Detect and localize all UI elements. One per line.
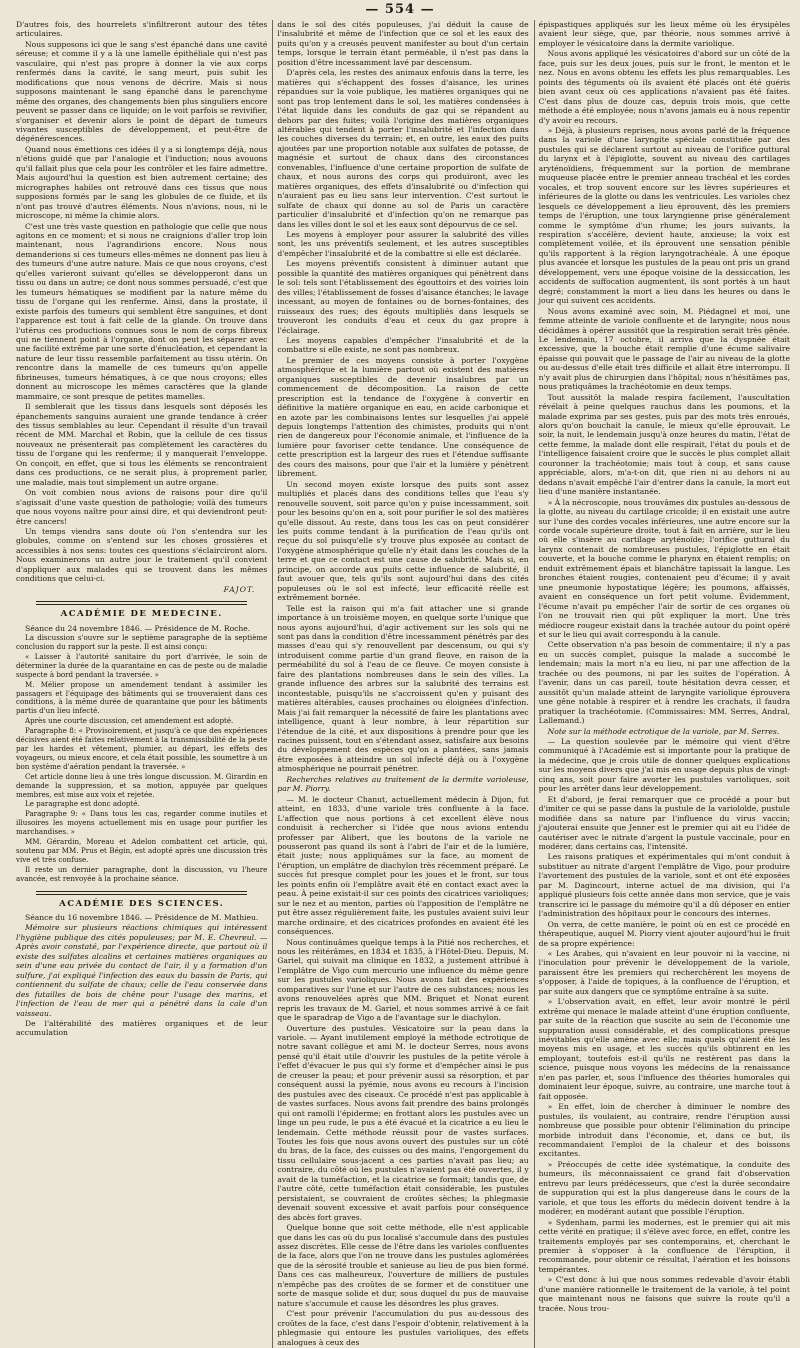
paragraph: Les moyens capables d'empêcher l'insalubrité et de la combattre si elle existe, ne sont pas nombreux. bbox=[277, 335, 529, 355]
paragraph: MM. Gérardin, Moreau et Adelon combattent cet article, qui, soutenu par MM. Prus et Bégin, est adopté après une discussion très vive et très confuse. bbox=[16, 837, 268, 864]
column-3 bbox=[539, 20, 790, 1348]
section-title-academie-sciences: ACADÉMIE DES SCIENCES. bbox=[59, 898, 225, 909]
paragraph: » À la nécroscopie, nous trouvâmes dix pustules au-dessous de la glotte, au niveau du cartilage cricoïde; il en existait une autre sur l'une des cordes vocales inférieures, une autre encore sur la corde vocale supérieure droite, tout à fait en arrière, sur le lieu où elle s'insère au cartilage aryténoïde; l'orifice guttural du larynx contenait de nombreuses pustules, l'épiglotte en était couverte, et la bouche comme le pharynx en étaient remplis; on enduit extrêmement épais et blanchâtre tapissait la langue. Les bronches étaient rougies, contenaient peu d'écume; il y avait une pneumonie hypostatique légère; les poumons, affaissés, avaient en conséquence un fort petit volume. Évidemment, l'écume n'avait pu empêcher l'air de sortir de ces organes où l'on ne trouvait rien qui pût expliquer la mort. Une très médiocre rougeur existait dans la trachée autour du point opéré et sur le lieu qui avait correspondu à la canule. bbox=[538, 497, 790, 639]
paragraph: Cette observation n'a pas besoin de commentaire; il n'y a pas eu un succès complet, puisque la malade a succombé le lendemain; mais la mort n'a eu lieu, ni par une affection de la trachée ou des poumons, ni par les suites de l'opération. À l'avenir, dans un cas pareil, toute hésitation devra cesser, et aussitôt qu'un malade atteint de laryngite variolique éprouvera une gêne notable à respirer et à rendre les crachats, il faudra pratiquer la trachéotomie. (Commissaires: MM. Serres, Andral, Lallemand.) bbox=[538, 640, 790, 726]
paragraph: Les moyens à employer pour assurer la salubrité des villes sont, les uns préventifs seulement, et les autres susceptibles d'empêcher l'insalubrité et de la combattre si elle est déclarée. bbox=[277, 229, 529, 258]
paragraph: D'après cela, les restes des animaux enfouis dans la terre, les matières qui s'échappent des fosses d'aisance, les urines répandues sur la voie publique, les matières organiques qui ne sont pas trop lentement dans le sol, les matières condensées à l'état liquide dans les conduits de gaz qui se répandent au dehors par des fuites; voilà l'origine des matières organiques altérables qui tendent à porter l'insalubrité et l'infection dans les couches diverses du terrain; et, en outre, les eaux des puits ajoutées par une proportion notable aux sulfates de potasse, de magnésie et surtout de chaux dans des circonstances convenables, l'influence d'une certaine proportion de sulfate de chaux, et nous aurons des corps qui produiront, avec les matières organiques, des effets d'insalubrité ou d'infection qui n'auraient pas eu lieu sans leur intervention. C'est surtout le sulfate de chaux qui donne au sol de Paris un caractère particulier d'insalubrité et d'infection qu'on ne remarque pas dans les villes dont le sol et les eaux sont dépourvus de ce sel. bbox=[277, 68, 529, 229]
paragraph: On voit combien nous avions de raisons pour dire qu'il s'agissait d'une vaste question de pathologie; voilà des tumeurs que nous voyons naître pour ainsi dire, et qui deviendront peut-être cancers! bbox=[16, 488, 268, 526]
section-divider bbox=[36, 891, 247, 895]
paragraph: Telle est la raison qui m'a fait attacher une si grande importance à un troisième moyen, en quelque sorte l'unique que nous ayons aujourd'hui, d'agir activement sur les sols qui ne sont pas dans la condition d'être incessamment pénétrés par des masses d'eau qui s'y renouvellent par descensum, ou qui s'y introduisent comme partie d'un grand fleuve, en raison de la perméabilité du sol à l'eau de ce fleuve. Ce moyen consiste à faire des plantations nombreuses dans le sein des villes. La grande influence des arbres sur la salubrité des terrains est incontestable, puisqu'ils ne s'accroissent qu'en y puisant des matières altérables, causes prochaines ou éloignées d'infection. Mais j'ai fait remarquer la nécessité de faire les plantations avec intelligence, quant à leur nombre, à leur répartition sur l'étendue de la cité, et aux dispositions à prendre pour que les racines puissent, tout en s'étendant assez, satisfaire aux besoins du développement des espèces qu'on a plantées, sans jamais être exposées à atteindre un sol infecté déjà ou à l'oxygène atmosphérique ne pourrait pénétrer. bbox=[277, 603, 529, 774]
paragraph: Les raisons pratiques et expérimentales qui m'ont conduit à substituer au nitrate d'argent l'emplâtre de Vigo, pour produire l'avortement des pustules de la variole, sont et ont été exposées par M. Dagincourt, interne actuel de ma division, qui l'a appliqué plusieurs fois cette année dans mon service, que je vais transcrire ici le passage du mémoire qu'il a dû déposer en entier l'administration des hôpitaux pour le concours des internes. bbox=[538, 852, 790, 919]
paragraph: épispastiques appliqués sur les lieux même où les érysipèles avaient leur siège, que, par théorie, nous sommes arrivé à employer le vésicatoire dans la dermite variolique. bbox=[538, 20, 790, 48]
article-title: Note sur la méthode ectrotique de la variole, par M. Serres. bbox=[547, 726, 780, 736]
paragraph: dans le sol des cités populeuses, j'ai déduit la cause de l'insalubrité et même de l'infection que ce sol et les eaux des puits qu'on y a creusés peuvent manifester au bout d'un certain temps, lorsque le terrain étant perméable, il n'est pas dans la position d'être incessamment lavé par descensum. bbox=[277, 20, 529, 67]
article-title: Recherches relatives au traitement de la dermite varioleuse, par M. Piorry. bbox=[277, 774, 529, 794]
paragraph: Cet article donne lieu à une très longue discussion. M. Girardin en demande la suppression, et sa motion, appuyée par quelques membres, est mise aux voix et rejetée. bbox=[16, 771, 268, 799]
paragraph: » L'observation avait, en effet, leur avoir montré le péril extrême qui menace le malade atteint d'une éruption confluente, par suite de la réaction que suscite au sein de l'économie une suppuration aussi considérable, et des complications presque inévitables qu'elle amène avec elle; mais quels qu'aient été les moyens mis en usage, et les succès qu'ils obtinrent en les employant, toutefois est-il qu'ils ne restèrent pas dans la science, puisque nous voyons les médecins de la renaissance n'en pas parler, et, sous l'influence des théories humorales qui dominaient leur époque, suivre, au contraire, une marche tout à fait opposée. bbox=[538, 997, 790, 1101]
paragraph: Il semblerait que les tissus dans lesquels sont déposés les épanchements sanguins auraient une grande tendance à créer des tissus semblables au leur. Cependant il résulte d'un travail récent de MM. Marchal et Robin, que la cellule de ces tissus nouveaux ne présenterait pas complètement les caractères du tissu de l'organe qui les renferme; il y manquerait l'enveloppe. On conçoit, en effet, que si tous les éléments se rencontraient dans ces productions, ce ne serait plus, à proprement parler, une maladie, mais tout simplement un autre organe. bbox=[16, 402, 268, 487]
section-divider bbox=[36, 601, 247, 605]
paragraph: Le paragraphe est donc adopté. bbox=[25, 799, 140, 809]
paragraph: La discussion s'ouvre sur le septième paragraphe de la septième conclusion du rapport sur la peste. Il est ainsi conçu: bbox=[16, 633, 268, 651]
paragraph: Nous continuâmes quelque temps à la Pitié nos recherches, et nous les réitérâmes, en 1834 et 1835, à l'Hôtel-Dieu. Depuis, M. Gariel, qui suivait ma clinique en 1832, a justement attribué à l'emplâtre de Vigo cum mercurio une influence du même genre sur les pustules varioliques. Nous avons fait des expériences comparatives sur l'une et sur l'autre de ces substances; nous les avons renouvelées après que MM. Briquet et Nonat eurent repris les travaux de M. Gariel, et nous sommes arrivé à ce fait que le sparadrap de Vigo a de l'avantage sur le diachylon. bbox=[277, 937, 529, 1023]
column-1 bbox=[16, 20, 267, 1348]
paragraph: Quelque bonne que soit cette méthode, elle n'est applicable que dans les cas où du pus localisé s'accumule dans des pustules assez discrètes. Elle cesse de l'être dans les varioles confluentes de la face, alors que l'on ne trouve dans les pustules aglomérées que de la sérosité trouble et sanieuse au lieu de pus bien formé. Dans ces cas malheureux, l'ouverture de milliers de pustules n'empêche pas des croûtes de se former et de constituer une sorte de masque solide et dur, sous duquel du pus de mauvaise nature s'accumule et cause les désordres les plus graves. bbox=[277, 1223, 529, 1308]
paragraph: — La question soulevée par le mémoire qui vient d'être communiqué à l'Académie est si importante pour la pratique de la médecine, que je crois utile de donner quelques explications sur les moyens divers que j'ai mis en usage depuis plus de vingt-cinq ans, soit pour faire avorter les pustules varioliques, soit pour les arrêter dans leur développement. bbox=[538, 736, 790, 794]
section-title-academie-medecine: ACADÉMIE DE MEDECINE. bbox=[60, 609, 223, 620]
paragraph: M. Mélier propose un amendement tendant à assimiler les passagers et l'équipage des bâtiments qui se trouveraient dans ces conditions, à la même durée de quarantaine que pour les bâtiments partis d'un lieu infecté. bbox=[16, 679, 268, 716]
paragraph: » Sydenham, parmi les modernes, est le premier qui ait mis cette vérité en pratique; il s'élève avec force, en effet, contre les traitements employés par ses contemporains, et, cherchant le premier à s'opposer à la confluence de l'éruption, il recommande, pour obtenir ce résultat, l'aération et les boissons tempérantes. bbox=[538, 1217, 790, 1274]
author-signature: FAJOT. bbox=[223, 584, 256, 594]
paragraph: On verra, de cette manière, le point où en est ce procédé en thérapeutique, auquel M. Piorry vient ajouter aujourd'hui le fruit de sa propre expérience: bbox=[538, 919, 790, 948]
paragraph: Il reste un dernier paragraphe, dont la discussion, vu l'heure avancée, est renvoyée à la prochaine séance. bbox=[16, 864, 268, 883]
paragraph: « Les Arabes, qui n'avaient en leur pouvoir ni la vaccine, ni l'inoculation pour prévenir le développement de la variole, paraissent être les premiers qui recherchèrent les moyens de s'opposer, à l'aide de topiques, à la confluence de l'éruption, et par suite aux dangers que ce symptôme entraîne à sa suite. bbox=[538, 948, 790, 996]
paragraph: Paragraphe 9: « Dans tous les cas, regarder comme inutiles et illusoires les moyens actuellement mis en usage pour purifier les marchandises. » bbox=[16, 809, 268, 837]
paragraph: « Laisser à l'autorité sanitaire du port d'arrivée, le soin de déterminer la durée de la quarantaine en cas de peste ou de maladie suspecte à bord pendant la traversée. » bbox=[16, 651, 268, 679]
paragraph: Ouverture des pustules. Vésicatoire sur la peau dans la variole. — Ayant inutilement employé la méthode ectrotique de notre savant collègue et ami M. le docteur Serres, nous avons pensé qu'il était utile d'ouvrir les pustules de la petite vérole à l'effet d'évacuer le pus qui s'y forme et d'empêcher ainsi le pus de creuser la peau; et pour prévenir aussi sa résorption, et par conséquent aussi la pyémie, nous avons eu recours à l'incision des pustules avec des ciseaux. Ce procédé n'est pas applicable à de vastes surfaces. Nous avons fait prendre des bains prolongés qui ont ramolli l'épiderme; en frottant alors les pustules avec un linge un peu rude, le pus a été évacué et la cicatrice a eu lieu le lendemain. Cette méthode réussit pour de vastes surfaces. Toutes les fois que nous avons ouvert des pustules sur un côté du bras, de la face, des cuisses ou des mains, l'engorgement du tissu cellulaire sous-jacent a ces parties n'avait pas lieu; au contraire, du côté où les pustules n'avaient pas été ouvertes, il y avait de la tuméfaction, et la cicatrice se formait; tandis que, de l'autre côté, cette tuméfaction était considérable, les pustules persistaient, se couvraient de croûtes sèches; la phlegmasie devenait souvent excessive et avait parfois pour conséquence des abcès fort graves. bbox=[277, 1023, 529, 1222]
paragraph: Mémoire sur plusieurs réactions chimiques qui intéressent l'hygiène publique des cités populeuses; par M. E. Chevreul. — Après avoir constaté, par l'expérience directe, que partout où il existe des sulfates alcalins et certaines matières organiques au sein d'une eau privée du contact de l'air, il y a formation d'un sulfure, j'ai expliqué l'infection des eaux du bassin de Paris, qui contiennent du sulfate de chaux; celle de l'eau conservée dans des futailles de bois de chêne pour l'usage des marins, et l'infection de l'eau de mer qui a pénétré dans la cale d'un vaisseau. bbox=[16, 923, 268, 1018]
column-2 bbox=[277, 20, 528, 1348]
paragraph: D'autres fois, des hourrelets s'infiltreront autour des têtes articulaires. bbox=[16, 20, 268, 39]
session-line: Séance du 24 novembre 1846. — Présidence de M. Roche. bbox=[25, 623, 251, 633]
paragraph: Tout aussitôt la malade respira facilement, l'auscultation révélait à peine quelques rauchus dans les poumons, et la malade exprima par ses gestes, puis par des mots très enroués, alors qu'on bouchait la canule, le mieux qu'elle éprouvait. Le soir, la nuit, le lendemain jusqu'à onze heures du matin, l'état de cette femme, la malade dont elle respirait, l'état du pouls et de l'intelligence faisaient croire que le succès le plus complet allait couronner la trachéotomie; mais tout à coup, et sans cause appréciable, alors, m'a-t-on dit, que rien ni au dehors ni au dedans n'avait empêché l'air d'entrer dans la canule, la mort eut lieu d'une manière instantanée. bbox=[538, 392, 790, 497]
paragraph: Un temps viendra sans doute où l'on s'entendra sur les globules, comme on s'entend sur les choses grossières et accessibles à nos sens: toutes ces questions s'éclairciront alors. Nous examinerons un autre jour le traitement qu'il convient d'appliquer aux malades qui se trouvent dans les mêmes conditions que celui-ci. bbox=[16, 527, 268, 584]
paragraph: Paragraphe 8: « Provisoirement, et jusqu'à ce que des expériences décisives aient été faites relativement à la transmissibilité de la peste par les hardes et vêtement, plumier, au départ, les effets des voyageurs, ou mieux encore, et cela était possible, les soumettre à un bon système d'aération pendant la traversée. » bbox=[16, 726, 268, 771]
paragraph: » Déjà, à plusieurs reprises, nous avons parlé de la fréquence dans la variole d'une laryngite spéciale constituée par des pustules qui se déclarent surtout au niveau de l'orifice guttural du larynx et à l'épiglotte, souvent au niveau des cartilages aryténoïdiens, fréquemment sur la portion de membrane muqueuse placée entre le premier anneau trachéal et les cordes vocales, et trop souvent encore sur les lèvres supérieures et inférieures de la glotte ou dans les ventricules. Les varioles chez lesquels ce développement a lieu éprouvent, dès les premiers temps de l'éruption, une toux laryngienne prise généralement comme le symptôme d'un rhume; les jours suivants, la respiration s'accélère, devient haute, anxieuse; la voix est complètement voilée, et ils éprouvent une sensation pénible qu'ils rapportent à la région laryngotrachéale. À une époque plus avancée et lorsque les pustules de la peau ont pris un grand développement, vers une époque voisine de la dessiccation, les accidents de suffocation augmentent, ils sont portés à un haut degré; constamment la mort a lieu dans les heures ou dans le jour qui suivent ces accidents. bbox=[538, 125, 790, 306]
paragraph: Nous supposons ici que le sang s'est épanché dans une cavité séreuse; et comme il y a là une lamelle épithéliale qui n'est pas vasculaire, qui n'est pas propre à donner la vie aux corps renfermés dans la cavité, le sang meurt, puis subit les modifications que nous venons de décrire. Mais si nous supposons maintenant le sang épanché dans le parenchyme même des organes, des changements bien plus singuliers encore peuvent se passer dans ce liquide; on le voit parfois se revivifier, s'organiser et devenir alors le point de départ de tumeurs vivantes susceptibles de développement, et peut-être de dégénérescences. bbox=[16, 39, 268, 144]
paragraph: Nous avons examiné avec soin, M. Piédagnel et moi, une femme atteinte de variole confluente et de laryngite; nous nous décidâmes à opérer aussitôt que la respiration serait très gênée. Le lendemain, 17 octobre, il arriva que la dyspnée était excessive, que la bouche était remplie d'une écume salivaire épaisse qui pouvait que le passage de l'air au niveau de la glotte ou au-dessus d'elle était très difficile et allait être interrompu. Il n'y avait plus de chirurgien dans l'hôpital; nous n'hésitâmes pas, nous pratiquâmes la trachéotomie en deux temps. bbox=[538, 306, 790, 392]
paragraph: » En effet, loin de chercher à diminuer le nombre des pustules, ils voulaient, au contraire, rendre l'éruption aussi nombreuse que possible pour obtenir l'élimination du principe morbide introduit dans l'économie, et, dans ce but, ils recommandaient l'emploi de la chaleur et des boissons excitantes. bbox=[538, 1102, 790, 1159]
paragraph: De l'altérabilité des matières organiques et de leur accumulation bbox=[16, 1019, 268, 1038]
page-number: — 554 — bbox=[365, 2, 435, 17]
paragraph: — M. le docteur Chanut, actuellement médecin à Dijon, fut atteint, en 1833, d'une variole très confluente à la face. L'affection que nous portions à cet excellent élève nous conduisit à rechercher si l'idée que nous avions entendu professer par Alibert, que les boutons de la variole ne pousseront pas quand ils sont à l'abri de l'air et de la lumière, était juste; nous appliquâmes sur la face, au moment de l'éruption, un emplâtre de diachylon très récemment préparé. Le succès fut presque complet pour les joues et le front, sur tous les points enfin où l'emplâtre avait été en contact exact avec la peau. À peine existait-il sur ces points des cicatrices varioliques; sur le nez et au menton, parties où l'apposition de l'emplâtre ne put être assez régulièrement faite, les pustules avaient suivi leur marche ordinaire, et des cicatrices profondes en avaient été les conséquences. bbox=[277, 794, 529, 937]
text-columns bbox=[16, 20, 790, 1347]
session-line: Séance du 16 novembre 1846. — Présidence de M. Mathieu. bbox=[25, 913, 259, 923]
paragraph: » Préoccupés de cette idée systématique, la conduite des humeurs, ils méconnaissaient ce grand fait d'observation entrevu par leurs prédécesseurs, que c'est la durée secondaire de suppuration qui est la plus dangereuse dans le cours de la variole, et que tous les efforts du médecin doivent tendre à la modérer, en modérant autant que possible l'éruption. bbox=[538, 1159, 790, 1217]
paragraph: » C'est donc à lui que nous sommes redevable d'avoir établi d'une manière rationnelle le traitement de la variole, à tel point que maintenant nous ne faisons que suivre la route qu'il a tracée. Nous trou- bbox=[538, 1275, 790, 1313]
paragraph: Un second moyen existe lorsque des puits sont assez multipliés et placés dans des conditions telles que l'eau s'y renouvelle souvent, soit parce qu'on y puise incessamment, soit pour les besoins qu'on en a, soit pour purifier le sol des matières qu'elle dissout. Au reste, dans tous les cas on peut considérer les puits comme tendant à la purification de l'eau qu'ils ont reçue du sol puisqu'elle s'y trouve plus exposée au contact de l'oxygène atmosphérique qu'elle n'y était dans les couches de la terre et que ce contact est une cause de salubrité. Mais si, en principe, on accorde aux puits cette influence de salubrité, il faut avouer que, tels qu'ils sont aujourd'hui dans des cités populeuses où le sol est infecté, leur efficacité réelle est extrêmement bornée. bbox=[277, 479, 529, 603]
paragraph: Nous avons appliqué les vésicatoires d'abord sur un côté de la face, puis sur les deux joues, puis sur le front, le menton et le nez. Nous en avons obtenu les effets les plus remarquables. Les points des téguments où ils avaient été placés ont été guéris bien avant ceux où ces applications n'avaient pas été faites. C'est dans plus de douze cas, depuis trois mois, que cette méthode a été employée; nous n'avons jamais eu à nous repentir d'y avoir eu recours. bbox=[538, 49, 790, 125]
paragraph: Après une courte discussion, cet amendement est adopté. bbox=[25, 716, 234, 726]
paragraph: Les moyens préventifs consistent à diminuer autant que possible la quantité des matières organiques qui pénètrent dans le sol: tels sont l'établissement des égouttoirs et des voiries loin des villes; l'établissement de fosses d'aisance étanches; le lavage incessant, au moyen de fontaines ou de bornes-fontaines, des ruisseaux des rues; des égouts multipliés dans lesquels se trouveront les conduits d'eau et ceux du gaz propre à l'éclairage. bbox=[277, 259, 529, 335]
paragraph: C'est pour prévenir l'accumulation du pus au-dessous des croûtes de la face, c'est dans l'espoir d'obtenir, relativement à la phlegmasie qui entoure les pustules varioliques, des effets analogues à ceux des bbox=[277, 1309, 529, 1347]
paragraph: C'est une très vaste question en pathologie que celle que nous agitons en ce moment; et si nous ne craignions d'aller trop loin maintenant, nous l'agrandirions encore. Nous nous demanderions si ces tumeurs elles-mêmes ne donnent pas lieu à des tumeurs d'une autre nature. Mais ce que nous croyons, c'est qu'elles varieront suivant qu'elles se développeront dans un tissu ou dans un autre; ce dont nous sommes persuadé, c'est que les tumeurs hématiques se modifient par la nature même du tissu de l'organe qui les renferme. Ainsi, dans la prostate, il existe parfois des tumeurs qui semblent être sanguines, et dont l'apparence est tout à fait celle de la glande. On trouve dans l'utérus ces productions connues sous le nom de corps fibreux qui ne tiennent point à l'organe, dont on peut les séparer avec une facilité extrême par une sorte d'énucléation, et cependant la nature de leur tissu ressemble parfaitement au tissu utérin. On rencontre dans la mamelle de ces tumeurs qu'on appelle fibrineuses, tumeurs hématiques, à ce que nous croyons; elles donnent au microscope les mêmes caractères que la glande mammaire, ce sont presque de petites mamelles. bbox=[16, 221, 268, 401]
paragraph: Le premier de ces moyens consiste à porter l'oxygène atmosphérique et la lumière partout où existent des matières organiques susceptibles de devenir insalubres par un commencement de décomposition. La raison de cette prescription est la tendance de l'oxygène à convertir en définitive la matière organique en eau, en acide carbonique et en azote par les combinaisons lentes sur lesquelles j'ai appelé depuis longtemps l'attention des chimistes, produits qui n'ont rien de dangereux pour l'économie animale, et l'influence de la lumière pour favoriser cette tendance. Une conséquence de cette prescription est la largeur des rues et l'étendue suffisante des cours des maisons, pour que l'air et la lumière y pénètrent librement. bbox=[277, 355, 529, 479]
paragraph: Quand nous émettions ces idées il y a si longtemps déjà, nous n'étions guidé que par l'analogie et l'induction; nous avouons qu'il fallait plus que cela pour les contrôler et les faire admettre. Mais aujourd'hui la question est bien autrement certaine; des micrographes habiles ont retrouvé dans ces tissus que nous supposions formés par le sang les globules de ce fluide, et ils n'ont pas trouvé d'autres éléments. Nous n'avions, nous, ni le microscope, ni même la chimie alors. bbox=[16, 144, 268, 221]
paragraph: Et d'abord, je ferai remarquer que ce procédé a pour but d'imiter ce qui se passe dans la pustule de la variololde, pustule modifiée dans sa nature par l'influence du virus vaccin; j'ajouterai ensuite que Jenner est le premier qui ait eu l'idée de cautériser avec le nitrate d'argent la pustule vaccinale, pour en modérer, dans certains cas, l'intensité. bbox=[538, 794, 790, 851]
